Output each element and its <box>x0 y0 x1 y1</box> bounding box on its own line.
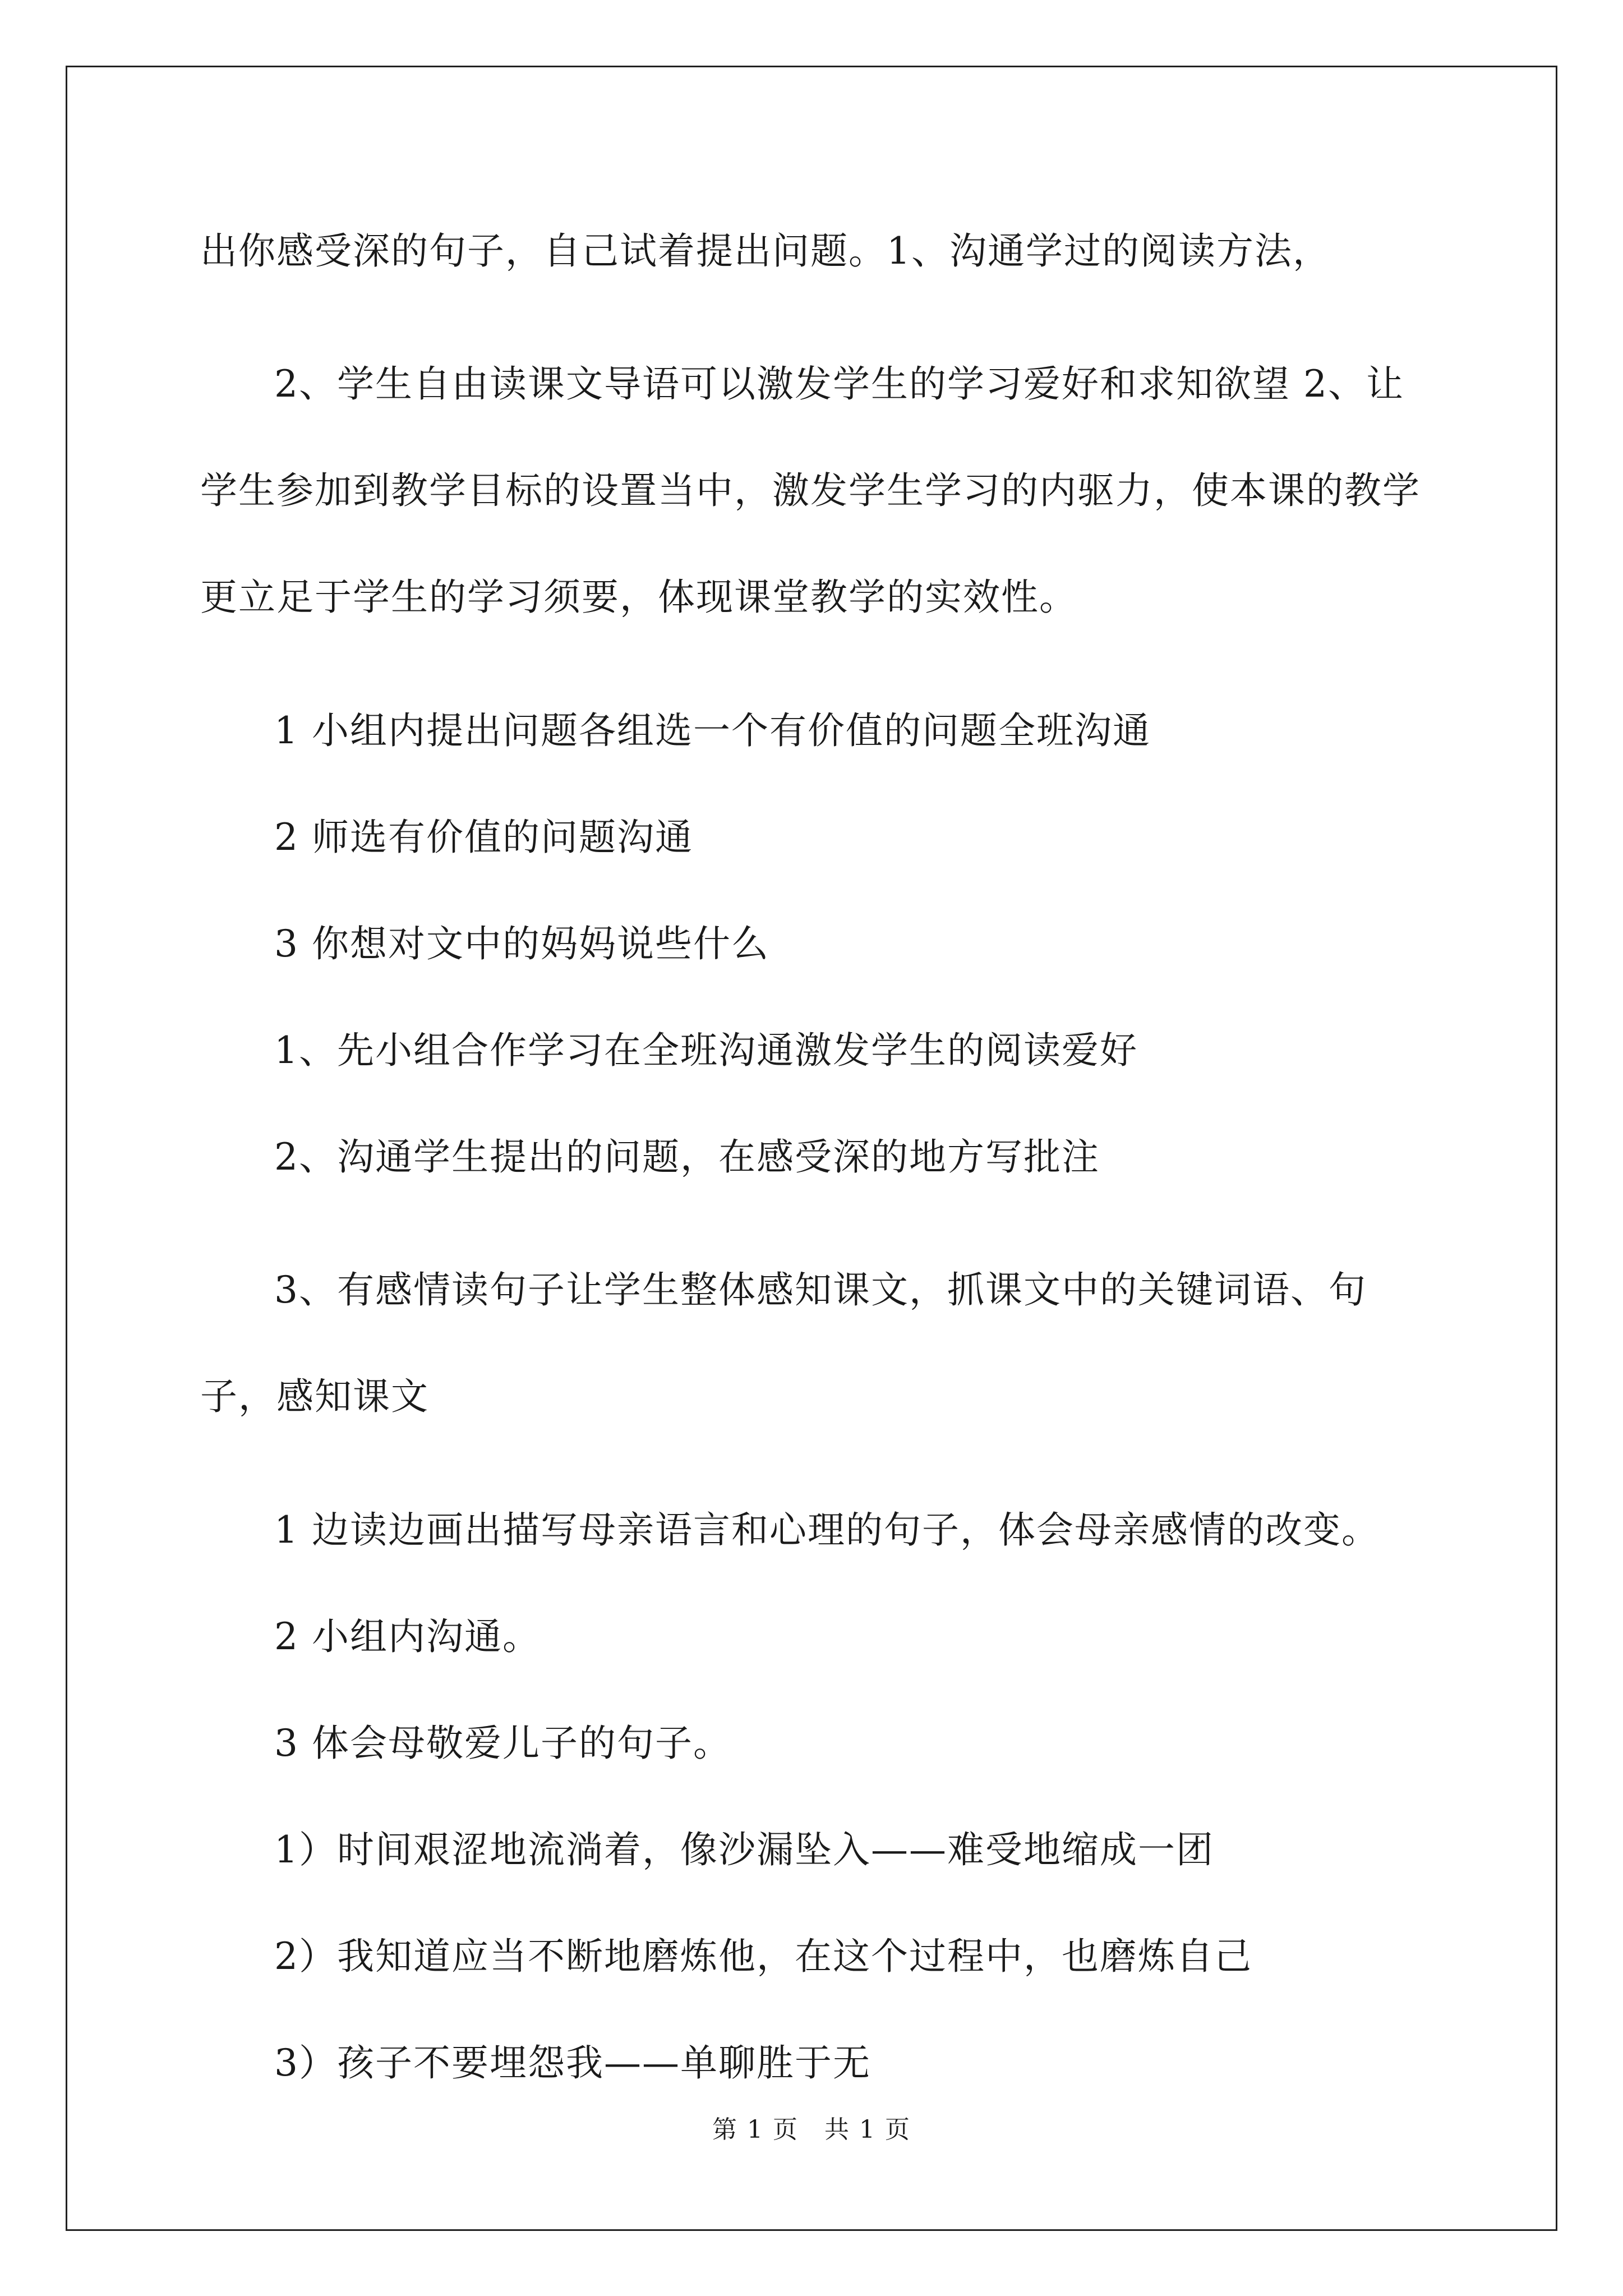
paragraph-10: 2 小组内沟通。 <box>274 1615 541 1658</box>
paragraph-6: 1、先小组合作学习在全班沟通激发学生的阅读爱好 <box>274 1029 1138 1072</box>
paragraph-3: 1 小组内提出问题各组选一个有价值的问题全班沟通 <box>274 709 1151 752</box>
paragraph-7: 2、沟通学生提出的问题，在感受深的地方写批注 <box>274 1135 1100 1179</box>
paragraph-4: 2 师选有价值的问题沟通 <box>274 816 693 859</box>
paragraph-13: 2）我知道应当不断地磨炼他，在这个过程中，也磨炼自己 <box>274 1935 1252 1978</box>
paragraph-11: 3 体会母敬爱儿子的句子。 <box>274 1722 731 1765</box>
paragraph-5: 3 你想对文中的妈妈说些什么 <box>274 922 769 965</box>
paragraph-8: 3、有感情读句子让学生整体感知课文，抓课文中的关键词语、句子，感知课文 <box>200 1268 1367 1418</box>
paragraph-9: 1 边读边画出描写母亲语言和心理的句子，体会母亲感情的改变。 <box>274 1508 1380 1552</box>
paragraph-14: 3）孩子不要埋怨我——单聊胜于无 <box>274 2041 871 2085</box>
paragraph-2: 2、学生自由读课文导语可以激发学生的学习爱好和求知欲望 2、让学生参加到教学目标的设置当中，激发学生学习的内驱力，使本课的教学更立足于学生的学习须要，体现课堂教学的实效性。 <box>200 362 1421 619</box>
page-footer: 第 1 页 共 1 页 <box>712 2115 911 2144</box>
paragraph-12: 1）时间艰涩地流淌着，像沙漏坠入——难受地缩成一团 <box>274 1828 1214 1871</box>
document-body <box>200 224 1434 2143</box>
paragraph-1: 出你感受深的句子，自己试着提出问题。1、沟通学过的阅读方法， <box>200 229 1331 273</box>
